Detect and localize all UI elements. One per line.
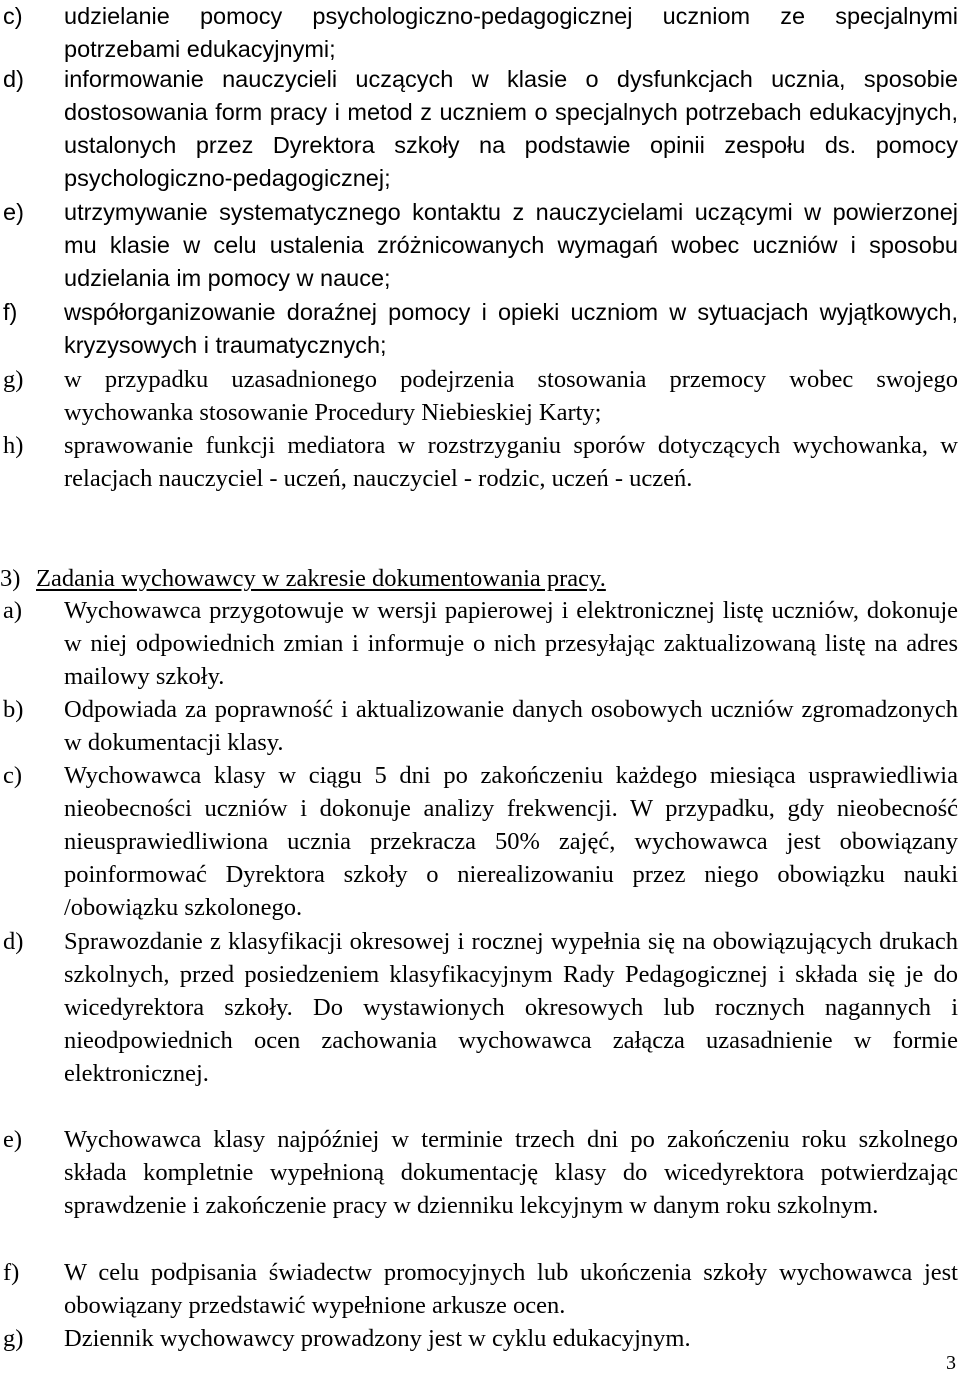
list-item-label: g) <box>3 366 24 393</box>
list-item-text: Wychowawca klasy najpóźniej w terminie trzech dni po zakończeniu roku szkolnego składa kompletnie wypełnioną dokumentację klasy do wicedyrektora potwierdzając sprawdzenie i zakończenie pracy w dzienniku lekcyjnym w danym roku szkolnym. <box>64 1126 958 1219</box>
list-item-text: utrzymywanie systematycznego kontaktu z nauczycielami uczącymi w powierzonej mu klasie w celu ustalenia zróżnicowanych wymagań wobec uczniów i sposobu udzielania im pomocy w nauce; <box>64 199 958 291</box>
list-item-label: f) <box>3 1259 20 1286</box>
list-item-text: współorganizowanie doraźnej pomocy i opieki uczniom w sytuacjach wyjątkowych, kryzysowych i traumatycznych; <box>64 299 958 358</box>
section-title: Zadania wychowawcy w zakresie dokumentowania pracy. <box>36 565 606 592</box>
list-item-g <box>0 363 958 429</box>
list-item-f <box>0 296 958 362</box>
list-item-label: b) <box>3 696 24 723</box>
list-item-a <box>0 594 958 693</box>
section-heading <box>0 562 960 595</box>
list-item-text: Wychowawca przygotowuje w wersji papierowej i elektronicznej listę uczniów, dokonuje w niej odpowiednich zmian i informuje o nich przesyłając zaktualizowaną listę na adres mailowy szkoły. <box>64 597 958 690</box>
list-item-label: g) <box>3 1325 24 1352</box>
list-item-text: Odpowiada za poprawność i aktualizowanie danych osobowych uczniów zgromadzonych w dokumentacji klasy. <box>64 696 958 756</box>
list-item-d2 <box>0 925 958 1090</box>
list-item-d <box>0 63 958 195</box>
list-item-label: c) <box>3 762 23 789</box>
list-item-c2 <box>0 759 958 924</box>
list-item-text: Wychowawca klasy w ciągu 5 dni po zakończeniu każdego miesiąca usprawiedliwia nieobecności uczniów i dokonuje analizy frekwencji. W przypadku, gdy nieobecność nieusprawiedliwiona ucznia przekracza 50% zajęć, wychowawca jest obowiązany poinformować Dyrektora szkoły o nierealizowaniu przez niego obowiązku nauki /obowiązku szkolonego. <box>64 762 958 921</box>
list-item-text: W celu podpisania świadectw promocyjnych lub ukończenia szkoły wychowawca jest obowiązany przedstawić wypełnione arkusze ocen. <box>64 1259 958 1319</box>
list-item-e <box>0 196 958 295</box>
list-item-label: d) <box>3 66 24 92</box>
list-item-e2 <box>0 1123 958 1222</box>
section-number: 3) <box>0 565 21 592</box>
list-item-h <box>0 429 958 495</box>
list-item-label: c) <box>3 3 23 29</box>
list-item-text: w przypadku uzasadnionego podejrzenia stosowania przemocy wobec swojego wychowanka stosowanie Procedury Niebieskiej Karty; <box>64 366 958 426</box>
list-item-text: udzielanie pomocy psychologiczno-pedagogicznej uczniom ze specjalnymi potrzebami edukacyjnymi; <box>64 3 958 62</box>
page-number: 3 <box>946 1352 956 1374</box>
list-item-label: f) <box>3 299 18 325</box>
list-item-b <box>0 693 958 759</box>
list-item-f2 <box>0 1256 958 1322</box>
list-item-text: Dziennik wychowawcy prowadzony jest w cyklu edukacyjnym. <box>64 1325 691 1352</box>
list-item-label: d) <box>3 928 24 955</box>
list-item-text: Sprawozdanie z klasyfikacji okresowej i rocznej wypełnia się na obowiązujących drukach szkolnych, przed posiedzeniem klasyfikacyjnym Rady Pedagogicznej i składa się je do wicedyrektora szkoły. Do wystawionych okresowych lub rocznych nagannych i nieodpowiednich ocen zachowania wychowawca załącza uzasadnienie w formie elektronicznej. <box>64 928 958 1087</box>
list-item-g2 <box>0 1322 958 1355</box>
list-item-text: informowanie nauczycieli uczących w klasie o dysfunkcjach ucznia, sposobie dostosowania form pracy i metod z uczniem o specjalnych potrzebach edukacyjnych, ustalonych przez Dyrektora szkoły na podstawie opinii zespołu ds. pomocy psychologiczno-pedagogicznej; <box>64 66 958 191</box>
list-item-label: h) <box>3 432 24 459</box>
list-item-label: a) <box>3 597 23 624</box>
list-item-label: e) <box>3 199 24 225</box>
list-item-c <box>0 0 958 66</box>
list-item-label: e) <box>3 1126 23 1153</box>
list-item-text: sprawowanie funkcji mediatora w rozstrzyganiu sporów dotyczących wychowanka, w relacjach nauczyciel - uczeń, nauczyciel - rodzic, uczeń - uczeń. <box>64 432 958 492</box>
